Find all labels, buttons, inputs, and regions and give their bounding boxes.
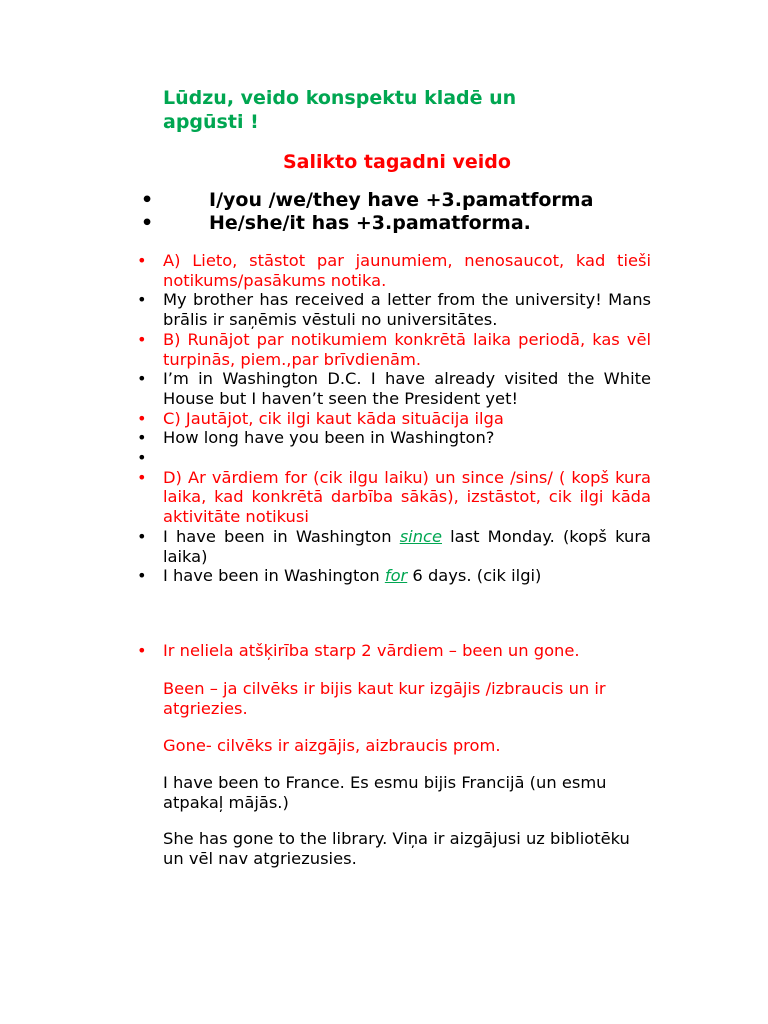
bullet-icon: • <box>137 408 147 428</box>
list-item-text: B) Runājot par notikumiem konkrētā laika periodā, kas vēl turpinās, piem.,par brīvdienām. <box>163 329 651 369</box>
list-item <box>137 290 651 329</box>
list-item <box>137 468 651 527</box>
list-item-text: D) Ar vārdiem for (cik ilgu laiku) un since /sins/ ( kopš kura laika, kad konkrētā darbība sākās), izstāstot, cik ilgi kāda aktivitāte notikusi <box>163 467 651 527</box>
list-item <box>137 566 651 586</box>
list-item-text <box>163 566 651 586</box>
keyword-since: since <box>399 526 442 546</box>
bullet-icon: • <box>137 467 147 487</box>
rules-list <box>137 251 651 661</box>
example-text: I have been in Washington <box>163 566 385 586</box>
example-text: 6 days. (cik ilgi) <box>407 566 542 586</box>
bullet-icon: • <box>137 640 147 660</box>
bullet-icon: • <box>137 428 147 448</box>
list-item-empty <box>137 448 651 468</box>
list-item <box>137 409 651 429</box>
bullet-icon: • <box>137 251 147 270</box>
formula-text: He/she/it has +3.pamatforma. <box>209 212 531 234</box>
keyword-for: for <box>384 566 408 586</box>
bullet-icon: • <box>137 526 147 546</box>
formula-plural <box>141 188 593 212</box>
bullet-icon: • <box>137 369 147 389</box>
list-item <box>137 251 651 290</box>
list-item-text: I’m in Washington D.C. I have already visited the White House but I haven’t seen the President yet! <box>163 369 651 408</box>
list-item <box>137 369 651 408</box>
section-heading: Salikto tagadni veido <box>283 151 511 173</box>
paragraph-example-gone: She has gone to the library. Viņa ir aizgājusi uz bibliotēku un vēl nav atgriezusies. <box>163 829 630 868</box>
page-title: Lūdzu, veido konspektu kladē un apgūsti ! <box>163 87 517 133</box>
list-item <box>137 641 651 661</box>
list-item-text: Ir neliela atšķirība starp 2 vārdiem – been un gone. <box>163 640 580 660</box>
list-item-text: My brother has received a letter from the university! Mans brālis ir saņēmis vēstuli no universitātes. <box>163 290 651 330</box>
list-item <box>137 330 651 369</box>
bullet-icon: • <box>137 329 147 349</box>
formula-singular <box>141 211 531 235</box>
bullet-icon: • <box>137 290 147 310</box>
list-item-text: How long have you been in Washington? <box>163 428 495 448</box>
list-item-text: A) Lieto, stāstot par jaunumiem, nenosaucot, kad tieši notikums/pasākums notika. <box>163 251 651 290</box>
paragraph-gone: Gone- cilvēks ir aizgājis, aizbraucis prom. <box>163 736 501 755</box>
list-item <box>137 527 651 566</box>
example-text: last Monday. (kopš kura laika) <box>163 526 651 566</box>
bullet-icon: • <box>137 566 147 586</box>
example-text: I have been in Washington <box>163 526 400 546</box>
bullet-icon: • <box>137 448 147 468</box>
paragraph-been: Been – ja cilvēks ir bijis kaut kur izgājis /izbraucis un ir atgriezies. <box>163 679 606 718</box>
bullet-icon: • <box>141 189 154 211</box>
list-item-text <box>163 527 651 566</box>
list-item-text: C) Jautājot, cik ilgi kaut kāda situācija ilga <box>163 408 504 428</box>
formula-text: I/you /we/they have +3.pamatforma <box>209 189 594 211</box>
list-item <box>137 428 651 448</box>
paragraph-example-been: I have been to France. Es esmu bijis Francijā (un esmu atpakaļ mājās.) <box>163 773 607 812</box>
bullet-icon: • <box>141 212 154 234</box>
